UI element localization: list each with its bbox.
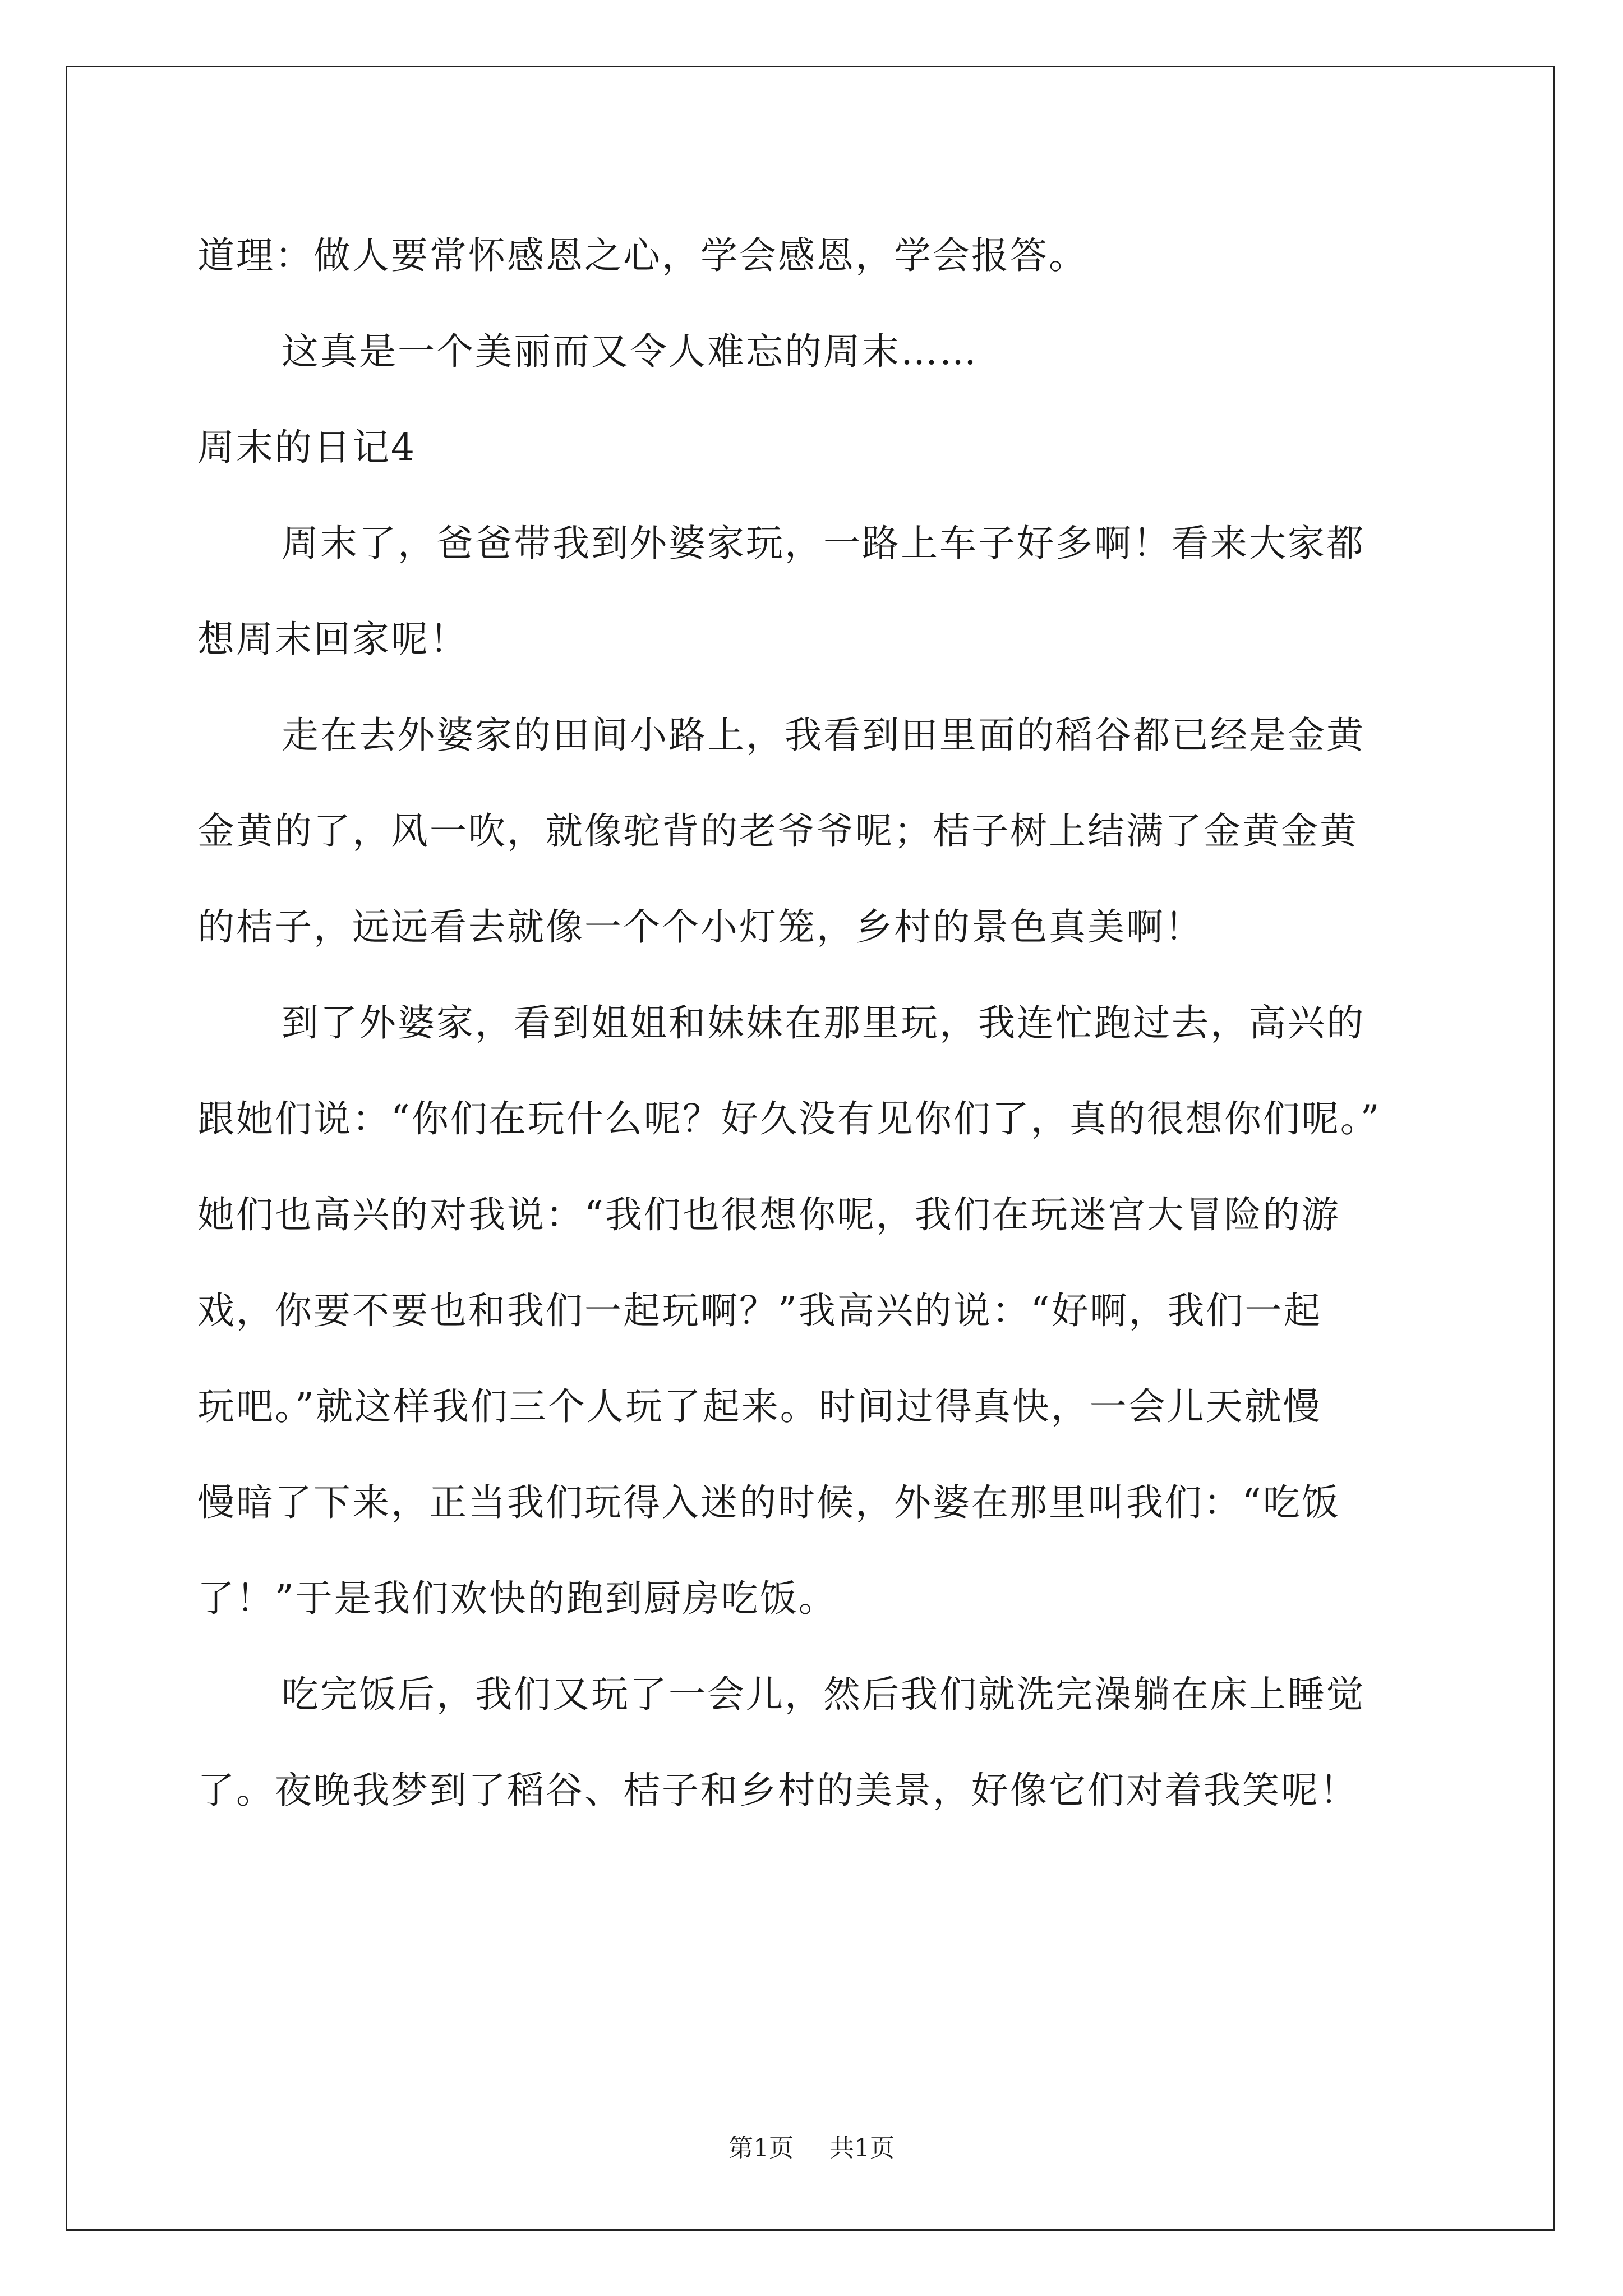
body-line: 想周末回家呢！: [197, 618, 468, 661]
body-line: 慢暗了下来，正当我们玩得入迷的时候，外婆在那里叫我们：“吃饭: [197, 1481, 1340, 1524]
page-number-current: 第1页: [728, 2134, 794, 2162]
body-line: 了。夜晚我梦到了稻谷、桔子和乡村的美景，好像它们对着我笑呢！: [197, 1769, 1358, 1812]
body-line: 的桔子，远远看去就像一个个小灯笼，乡村的景色真美啊！: [197, 905, 1204, 949]
body-line: 走在去外婆家的田间小路上，我看到田里面的稻谷都已经是金黄: [282, 714, 1365, 757]
page-number-total: 共1页: [829, 2134, 895, 2162]
body-line: 了！”于是我们欢快的跑到厨房吃饭。: [197, 1577, 837, 1620]
body-line: 吃完饭后，我们又玩了一会儿，然后我们就洗完澡躺在床上睡觉: [282, 1673, 1365, 1716]
body-line: 到了外婆家，看到姐姐和妹妹在那里玩，我连忙跑过去，高兴的: [282, 1001, 1365, 1045]
body-line: 戏，你要不要也和我们一起玩啊？”我高兴的说：“好啊，我们一起: [197, 1289, 1322, 1332]
section-heading: 周末的日记4: [197, 426, 416, 469]
body-line: 金黄的了，风一吹，就像驼背的老爷爷呢；桔子树上结满了金黄金黄: [197, 809, 1358, 853]
body-line: 道理：做人要常怀感恩之心，学会感恩，学会报答。: [197, 234, 1087, 277]
body-line: 玩吧。”就这样我们三个人玩了起来。时间过得真快，一会儿天就慢: [197, 1385, 1322, 1428]
body-line: 她们也高兴的对我说：“我们也很想你呢，我们在玩迷宫大冒险的游: [197, 1193, 1340, 1236]
document-body: [197, 208, 1459, 1838]
page-footer: [0, 2134, 1623, 2162]
body-line: 这真是一个美丽而又令人难忘的周末……: [282, 330, 978, 373]
body-line: 周末了，爸爸带我到外婆家玩，一路上车子好多啊！看来大家都: [282, 522, 1365, 565]
body-line: 跟她们说：“你们在玩什么呢？好久没有见你们了，真的很想你们呢。”: [197, 1097, 1381, 1140]
